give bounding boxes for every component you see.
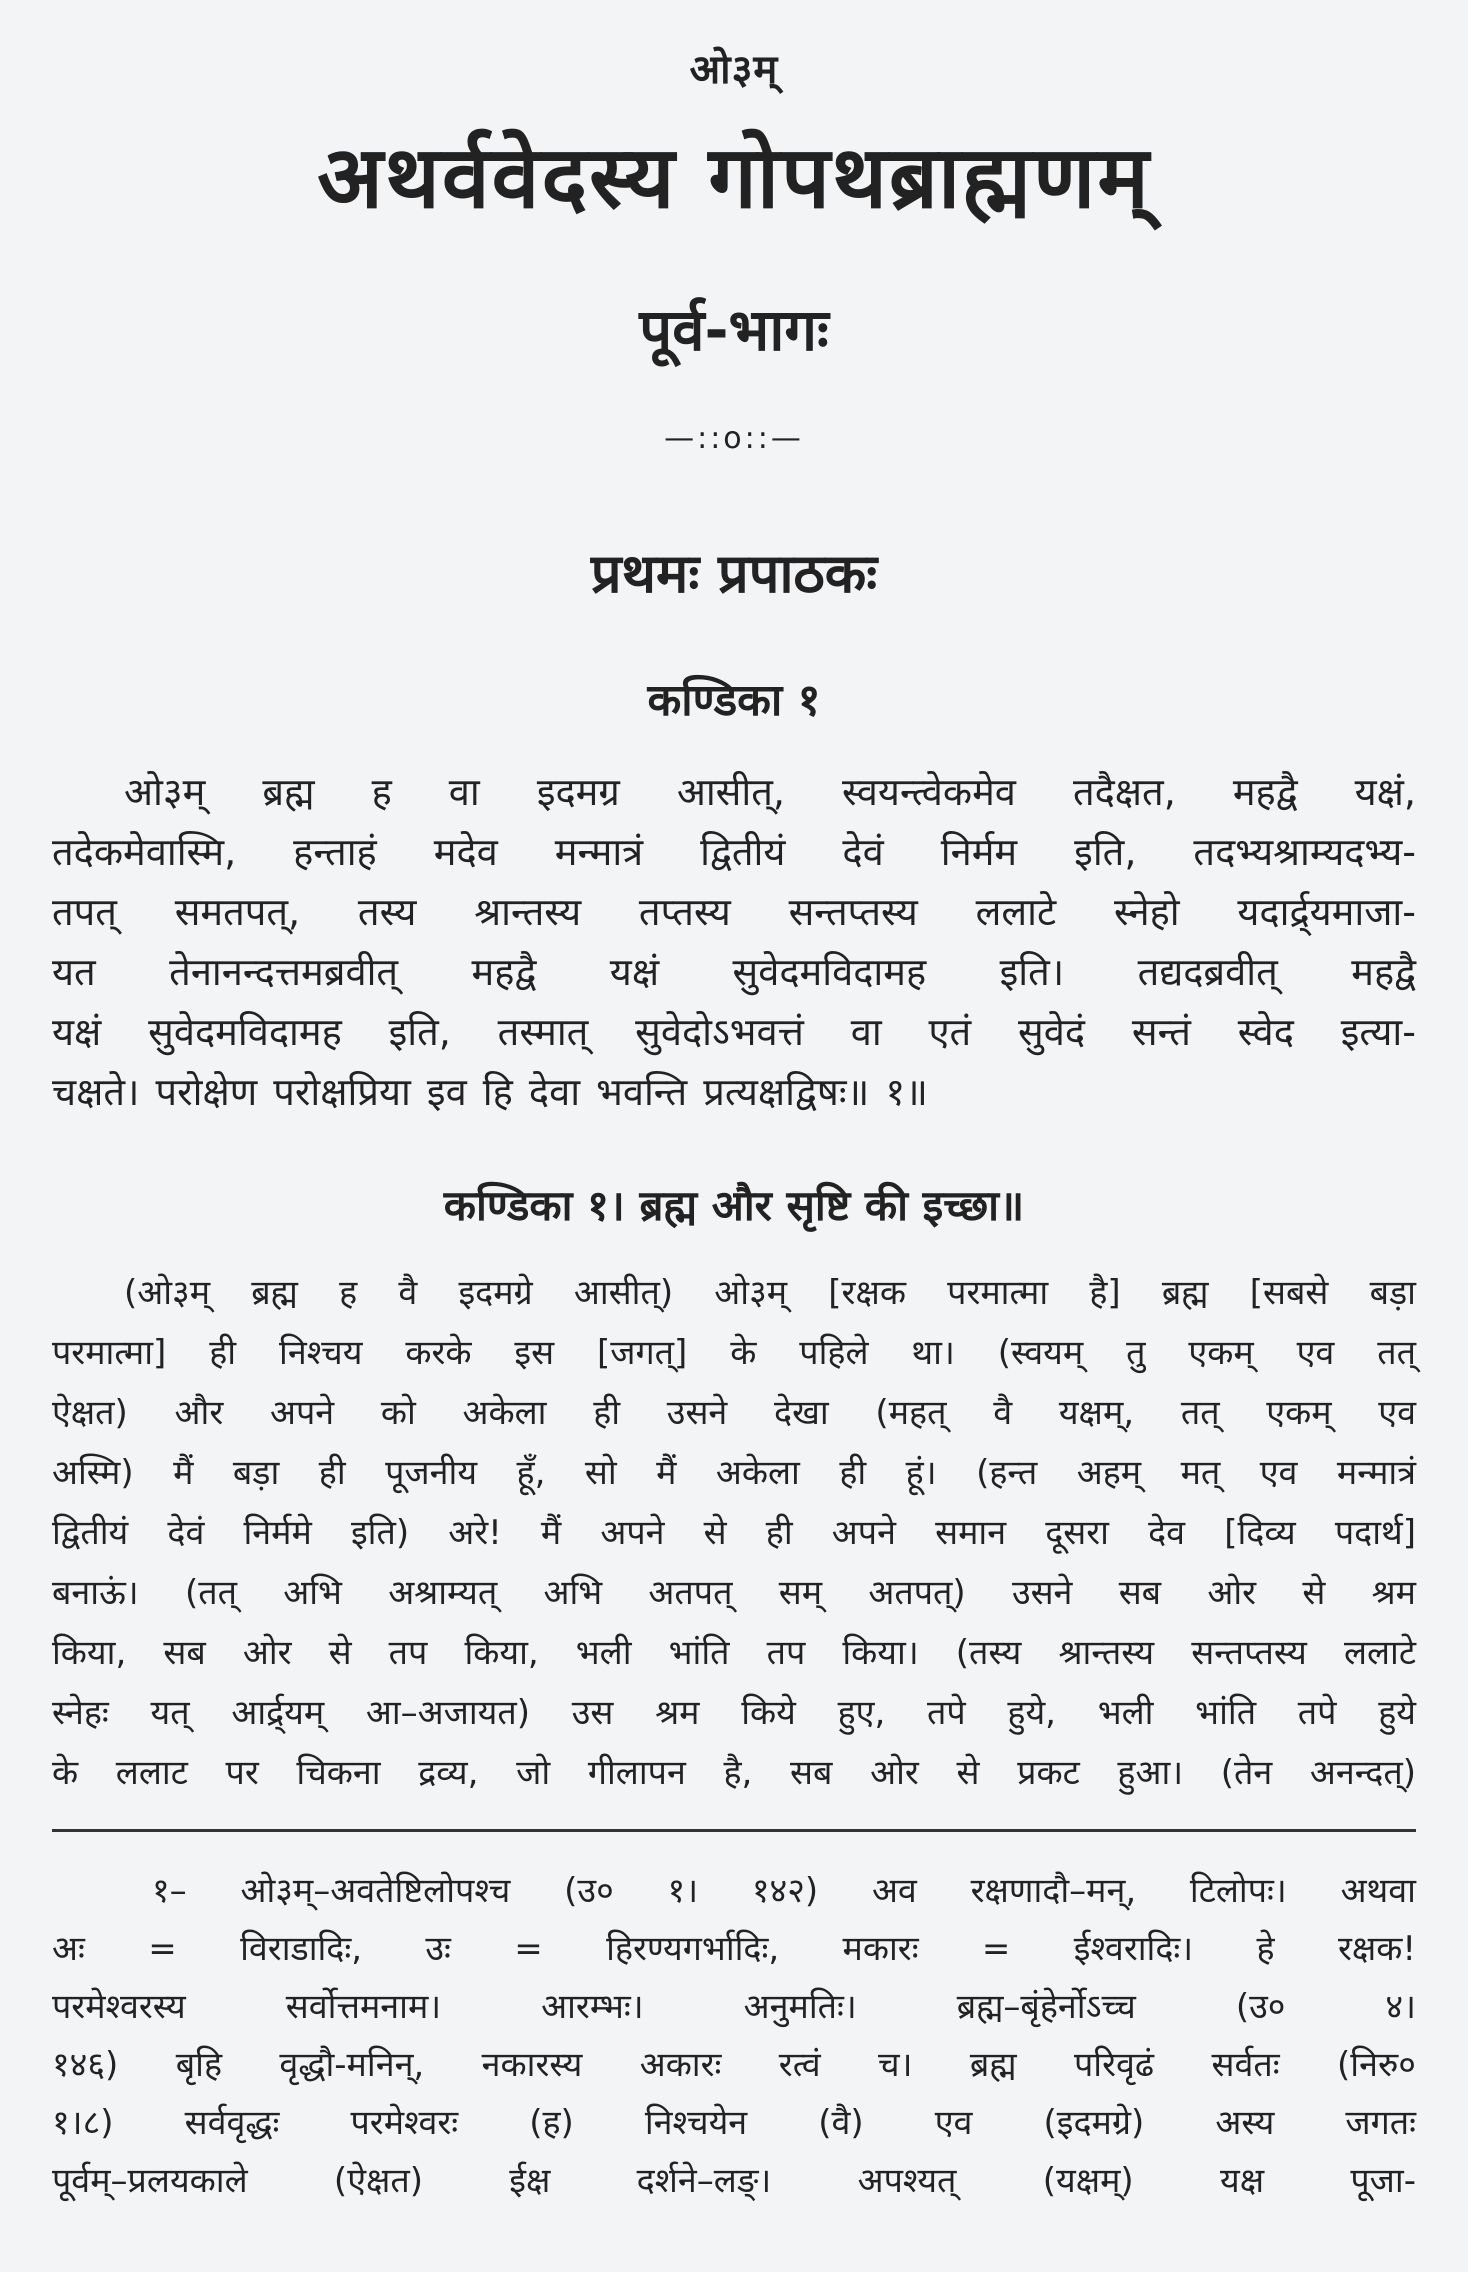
commentary-line: के ललाट पर चिकना द्रव्य, जो गीलापन है, सब ओर से प्रकट हुआ। (तेन अनन्दत्) [52, 1752, 1416, 1793]
footnote-block [52, 1862, 1416, 2210]
verse-line: यक्षं सुवेदमविदामह इति, तस्मात् सुवेदोऽभवत्तं वा एतं सुवेदं सन्तं स्वेद इत्या- [52, 1009, 1416, 1054]
footnote-line: १४६) बृहि वृद्धौ-मनिन्, नकारस्य अकारः रत्वं च। ब्रह्म परिवृढं सर्वतः (निरु० [52, 2044, 1416, 2085]
footnote-divider [52, 1829, 1416, 1832]
kandika-heading: कण्डिका १ [647, 674, 821, 726]
footnote-line: १।८) सर्ववृद्धः परमेश्वरः (ह) निश्चयेन (वै) एव (इदमग्रे) अस्य जगतः [52, 2102, 1416, 2143]
verse-line: ओ३म् ब्रह्म ह वा इदमग्र आसीत्, स्वयन्त्वेकमेव तदैक्षत, महद्वै यक्षं, [124, 769, 1416, 814]
book-title: अथर्ववेदस्य गोपथब्राह्मणम् [317, 128, 1151, 228]
commentary-line: (ओ३म् ब्रह्म ह वै इदमग्रे आसीत्) ओ३म् [रक्षक परमात्मा है] ब्रह्म [सबसे बड़ा [124, 1272, 1416, 1313]
commentary-line: ऐक्षत) और अपने को अकेला ही उसने देखा (महत् वै यक्षम्, तत् एकम् एव [52, 1392, 1416, 1433]
commentary-line: अस्मि) मैं बड़ा ही पूजनीय हूँ, सो मैं अकेला ही हूं। (हन्त अहम् मत् एव मन्मात्रं [52, 1452, 1416, 1493]
om-heading: ओ३म् [689, 47, 779, 93]
ornament-divider: —::o::— [664, 420, 804, 456]
commentary-line: द्वितीयं देवं निर्ममे इति) अरे! मैं अपने से ही अपने समान दूसरा देव [दिव्य पदार्थ] [52, 1512, 1416, 1553]
verse-line: तपत् समतपत्, तस्य श्रान्तस्य तप्तस्य सन्तप्तस्य ललाटे स्नेहो यदार्द्र्यमाजा- [52, 889, 1416, 934]
commentary-line: बनाऊं। (तत् अभि अश्राम्यत् अभि अतपत् सम् अतपत्) उसने सब ओर से श्रम [52, 1572, 1416, 1613]
footnote-line: १– ओ३म्–अवतेष्टिलोपश्च (उ० १। १४२) अव रक्षणादौ–मन्, टिलोपः। अथवा [152, 1870, 1416, 1911]
chapter-heading: प्रथमः प्रपाठकः [590, 541, 878, 605]
sanskrit-verse [52, 762, 1416, 1122]
verse-line: तदेकमेवास्मि, हन्ताहं मदेव मन्मात्रं द्वितीयं देवं निर्मम इति, तदभ्यश्राम्यदभ्य- [52, 829, 1416, 874]
verse-line: यत तेनानन्दत्तमब्रवीत् महद्वै यक्षं सुवेदमविदामह इति। तद्यदब्रवीत् महद्वै [52, 949, 1416, 994]
commentary-line: परमात्मा] ही निश्चय करके इस [जगत्] के पहिले था। (स्वयम् तु एकम् एव तत् [52, 1332, 1416, 1373]
hindi-commentary [52, 1263, 1416, 1803]
verse-line: चक्षते। परोक्षेण परोक्षप्रिया इव हि देवा भवन्ति प्रत्यक्षद्विषः॥ १॥ [52, 1069, 928, 1114]
footnote-line: पूर्वम्–प्रलयकाले (ऐक्षत) ईक्ष दर्शने–लङ्। अपश्यत् (यक्षम्) यक्ष पूजा- [52, 2160, 1416, 2201]
footnote-line: अः = विराडादिः, उः = हिरण्यगर्भादिः, मकारः = ईश्वरादिः। हे रक्षक! [52, 1928, 1416, 1969]
commentary-line: किया, सब ओर से तप किया, भली भांति तप किया। (तस्य श्रान्तस्य सन्तप्तस्य ललाटे [52, 1632, 1416, 1673]
part-heading: पूर्व-भागः [639, 295, 829, 364]
commentary-line: स्नेहः यत् आर्द्र्यम् आ–अजायत) उस श्रम किये हुए, तपे हुये, भली भांति तपे हुये [52, 1692, 1416, 1733]
footnote-line: परमेश्वरस्य सर्वोत्तमनाम। आरम्भः। अनुमतिः। ब्रह्म–बृंहेर्नोऽच्च (उ० ४। [52, 1986, 1416, 2027]
hindi-section-heading: कण्डिका १। ब्रह्म और सृष्टि की इच्छा॥ [443, 1180, 1025, 1230]
